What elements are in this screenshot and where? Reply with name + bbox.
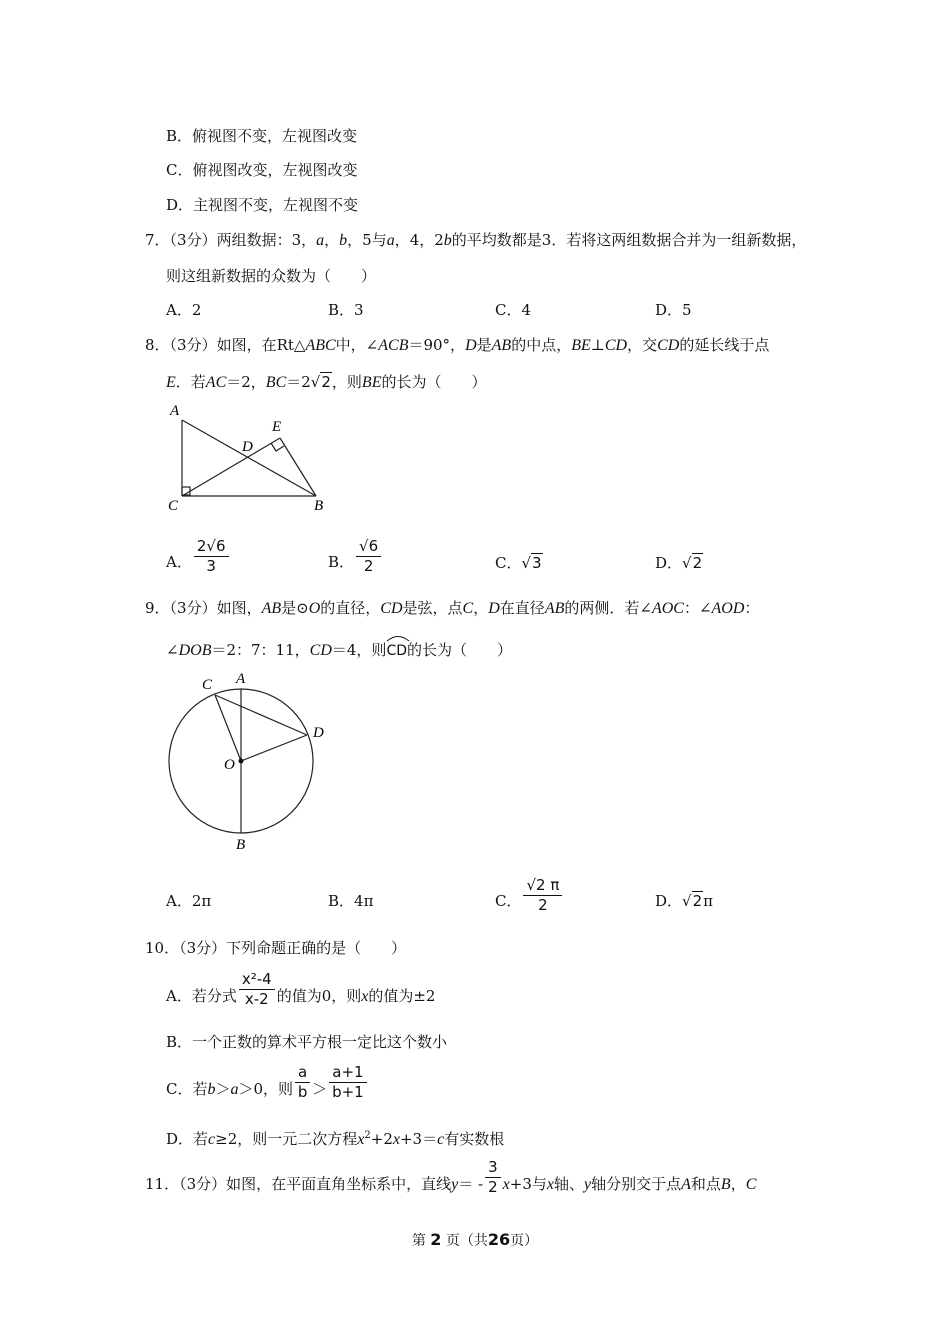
q9-option-c: C． $\frac{√2 \pi}{2}$ (495, 891, 564, 913)
label-c: C (202, 677, 213, 693)
label-e: E (272, 419, 282, 435)
right-angle-e (271, 443, 284, 451)
page-number: 2 (430, 1230, 442, 1249)
q10-option-d: D．若c≥2，则一元二次方程$x^2+2x+3=c$有实数根 (166, 1130, 505, 1148)
q10-option-a: A．若分式 $\frac{\text{x²-4}}{x-2}$ 的值为0，则x的值为±2 (166, 969, 436, 1008)
q7-stem: 7．（3分）两组数据：3，a，b，5与a，4，2b的平均数都是3．若将这两组数据合并为一组新数据， (145, 231, 807, 249)
q6-option-b: B．俯视图不变，左视图改变 (166, 127, 358, 145)
label-o: O (224, 757, 235, 773)
q9-stem-line2: ∠DOB＝2：7：11，CD＝4，则 CD的长为（ ） (166, 636, 512, 661)
arc-cd: CD (386, 636, 407, 661)
label-d: D (242, 439, 253, 455)
segment-eb (280, 438, 316, 496)
q9-circle-figure (160, 665, 340, 855)
q7-stem-line2: 则这组新数据的众数为（ ） (166, 267, 377, 285)
q8-number: 8． (145, 336, 170, 354)
page-total: 26 (487, 1230, 511, 1249)
q8-stem-line2: E．若AC＝2，BC＝2√2，则BE的长为（ ） (166, 373, 487, 391)
q7-option-c: C．4 (495, 301, 532, 319)
q10-option-c: C．若b＞a＞0，则 $\frac{a}{b}$ ＞ $\frac{a+1}{b+1}$ (166, 1079, 369, 1100)
segment-od (241, 735, 307, 761)
q10-stem: 10．（3分）下列命题正确的是（ ） (145, 939, 407, 957)
q9-number: 9． (145, 599, 170, 617)
q10-number: 10． (145, 939, 180, 957)
q7-option-d: D．5 (655, 301, 692, 319)
label-d: D (313, 725, 324, 741)
label-a: A (236, 671, 246, 687)
q7-option-a: A．2 (166, 301, 202, 319)
label-b: B (314, 498, 324, 514)
label-c: C (168, 498, 179, 514)
q8-option-a: A． $\frac{2√6}{3}$ (166, 552, 231, 574)
q8-option-d: D．√2 (655, 554, 703, 572)
q9-option-d: D．√2π (655, 892, 713, 910)
q8-triangle-figure (160, 400, 340, 520)
q11-number: 11． (145, 1175, 180, 1193)
q8-stem: 8．（3分）如图，在Rt△ABC中，∠ACB＝90°，D是AB的中点，BE⊥CD，交CD的延长线于点 (145, 336, 770, 354)
label-b: B (236, 837, 246, 853)
q11-stem: 11．（3分）如图，在平面直角坐标系中，直线y＝ - $\frac{3}{2}$ x+3与x轴、y轴分别交于点A和点B，C (145, 1157, 757, 1196)
q7-number: 7． (145, 231, 170, 249)
page-footer: 第 2 页（共26页） (411, 1230, 539, 1249)
q7-option-b: B．3 (328, 301, 364, 319)
label-a: A (170, 403, 180, 419)
q6-option-c: C．俯视图改变，左视图改变 (166, 161, 358, 179)
q6-option-d: D．主视图不变，左视图不变 (166, 196, 359, 214)
q9-option-b: B．4π (328, 892, 374, 910)
q8-option-b: B． $\frac{√6}{2}$ (328, 552, 383, 574)
center-point (239, 759, 244, 764)
sqrt-2: √2 (310, 373, 331, 391)
q8-option-c: C．√3 (495, 554, 542, 572)
q9-option-a: A．2π (166, 892, 212, 910)
q10-option-b: B．一个正数的算术平方根一定比这个数小 (166, 1033, 448, 1051)
q9-stem: 9．（3分）如图，AB是⊙O的直径，CD是弦，点C，D在直径AB的两侧．若∠AOC：∠AOD： (145, 599, 760, 617)
